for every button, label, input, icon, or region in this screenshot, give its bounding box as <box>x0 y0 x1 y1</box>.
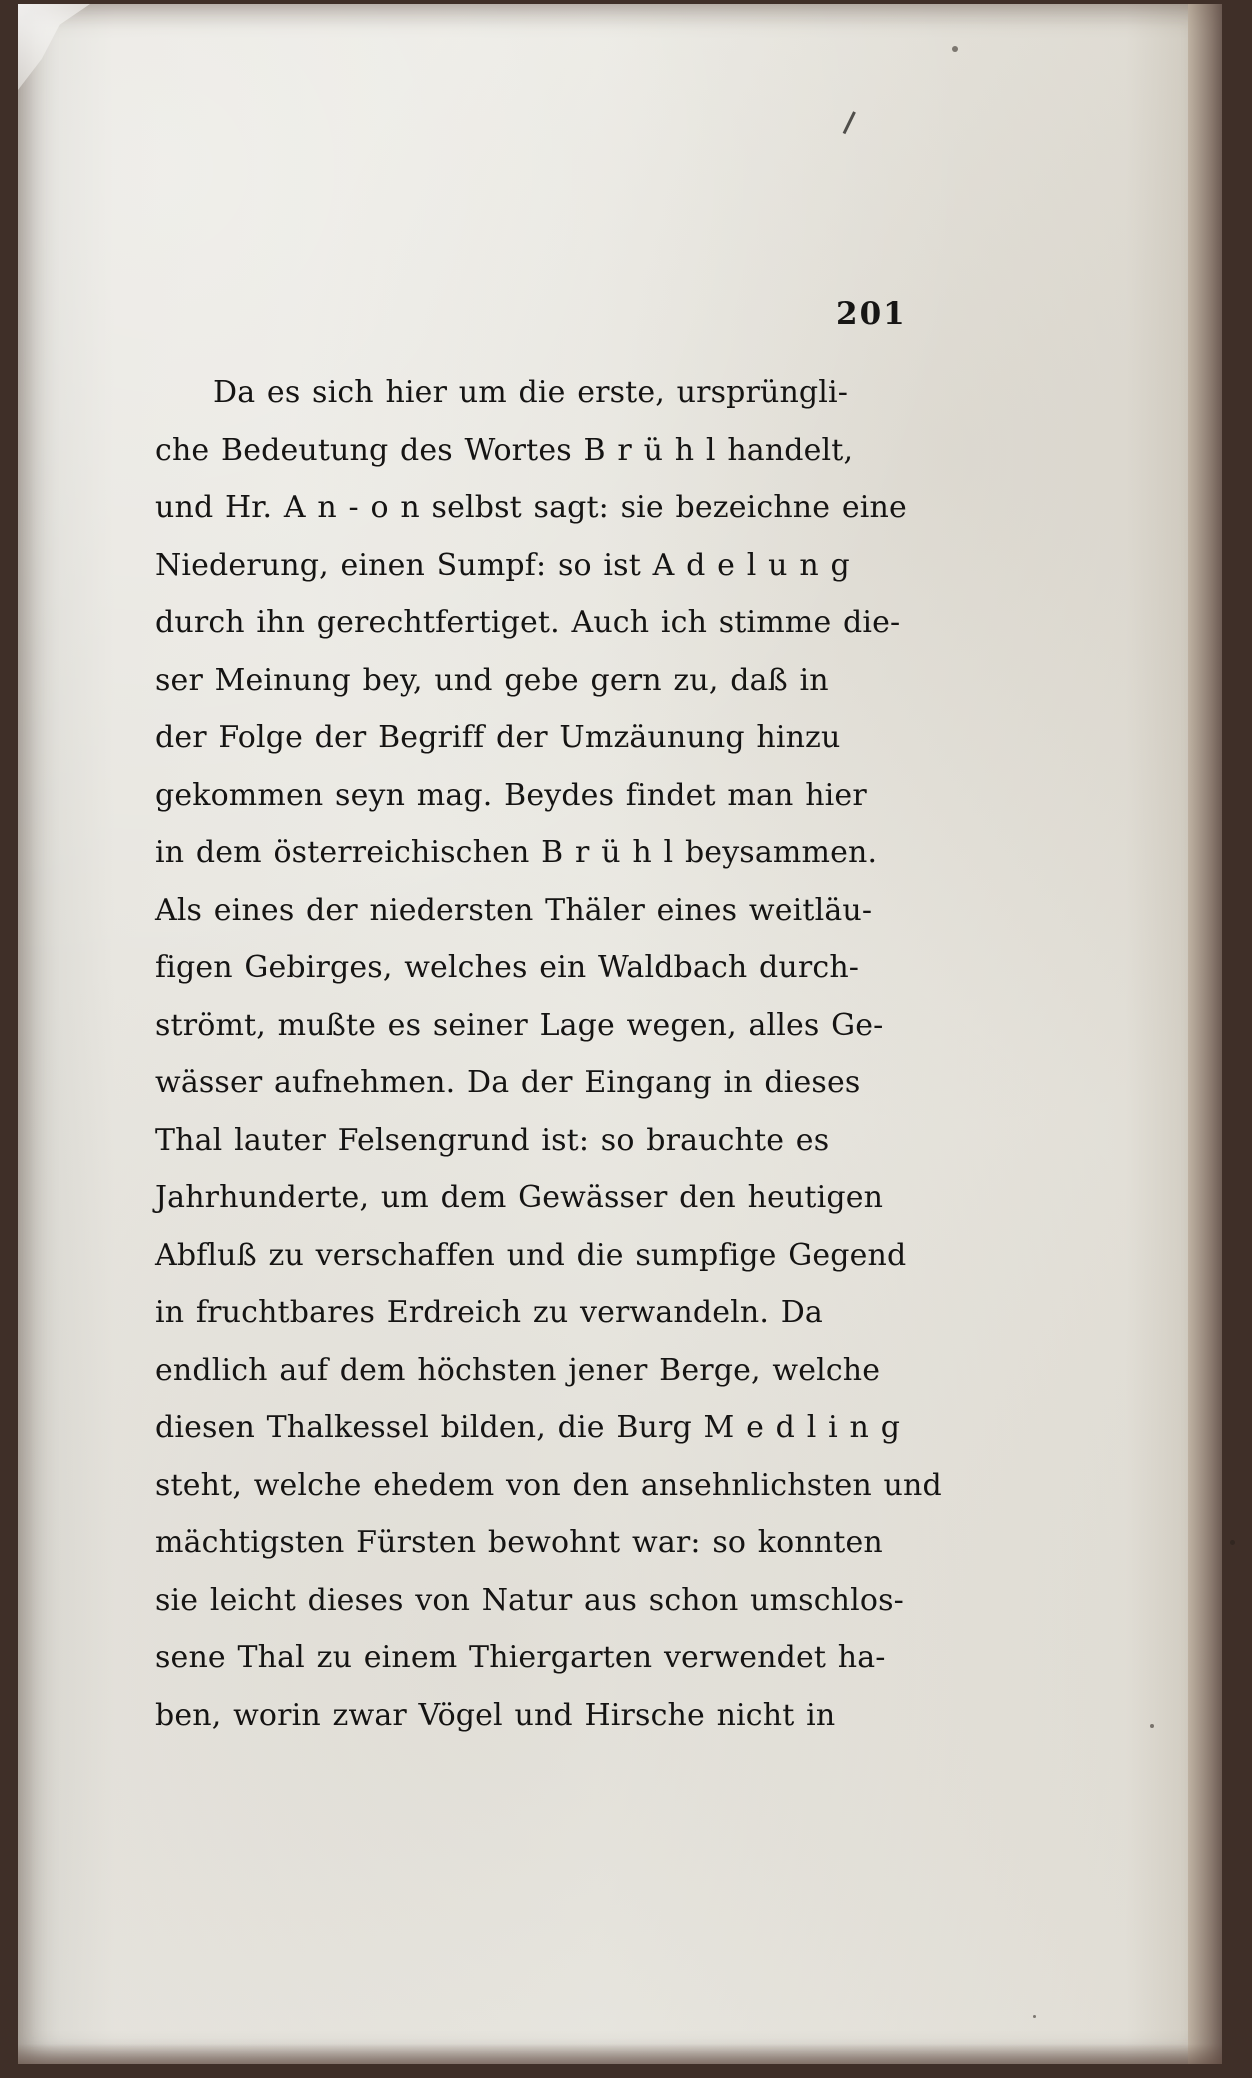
text-line: steht, welche ehedem von den ansehnlichsten und <box>155 1467 942 1503</box>
paper-speck <box>1230 1540 1235 1545</box>
text-line: mächtigsten Fürsten bewohnt war: so konnten <box>155 1525 883 1560</box>
text-line: strömt, mußte es seiner Lage wegen, alles Ge- <box>155 1007 884 1043</box>
text-line: Niederung, einen Sumpf: so ist A d e l u n g <box>155 547 850 583</box>
text-line: gekommen seyn mag. Beydes findet man hier <box>155 777 867 813</box>
page-edge-bottom <box>18 2044 1222 2064</box>
paper-page <box>18 4 1222 2064</box>
text-line: Jahrhunderte, um dem Gewässer den heutigen <box>155 1180 884 1215</box>
paper-speck <box>952 46 958 52</box>
text-line: Thal lauter Felsengrund ist: so brauchte es <box>155 1122 830 1158</box>
text-line: Abfluß zu verschaffen und die sumpfige Gegend <box>155 1237 907 1273</box>
text-line: der Folge der Begriff der Umzäunung hinzu <box>155 720 841 755</box>
page-edge-right <box>1188 4 1222 2064</box>
text-line: Da es sich hier um die erste, ursprüngli- <box>213 375 849 410</box>
text-line: sie leicht dieses von Natur aus schon umschlos- <box>155 1582 904 1618</box>
body-text <box>155 364 942 1744</box>
paper-speck <box>1033 2015 1036 2018</box>
text-line: wässer aufnehmen. Da der Eingang in dieses <box>155 1065 861 1100</box>
text-line: ser Meinung bey, und gebe gern zu, daß in <box>155 662 829 698</box>
text-line: durch ihn gerechtfertiget. Auch ich stimme die- <box>155 605 901 640</box>
text-line: in dem österreichischen B r ü h l beysammen. <box>155 835 878 870</box>
text-line: in fruchtbares Erdreich zu verwandeln. Da <box>155 1295 823 1330</box>
text-line: Als eines der niedersten Thäler eines weitläu- <box>155 892 873 928</box>
text-line: endlich auf dem höchsten jener Berge, welche <box>155 1352 881 1388</box>
text-line: sene Thal zu einem Thiergarten verwendet ha- <box>155 1640 886 1675</box>
text-line: diesen Thalkessel bilden, die Burg M e d l i n g <box>155 1410 901 1445</box>
text-line: ben, worin zwar Vögel und Hirsche nicht in <box>155 1697 836 1733</box>
page-number: 201 <box>836 296 907 332</box>
paper-speck <box>1150 1724 1154 1728</box>
text-line: und Hr. A n - o n selbst sagt: sie bezeichne eine <box>155 490 907 525</box>
text-line: figen Gebirges, welches ein Waldbach durch- <box>155 950 860 985</box>
text-line: che Bedeutung des Wortes B r ü h l handelt, <box>155 432 854 468</box>
pen-mark <box>843 111 856 134</box>
torn-corner <box>18 4 90 90</box>
